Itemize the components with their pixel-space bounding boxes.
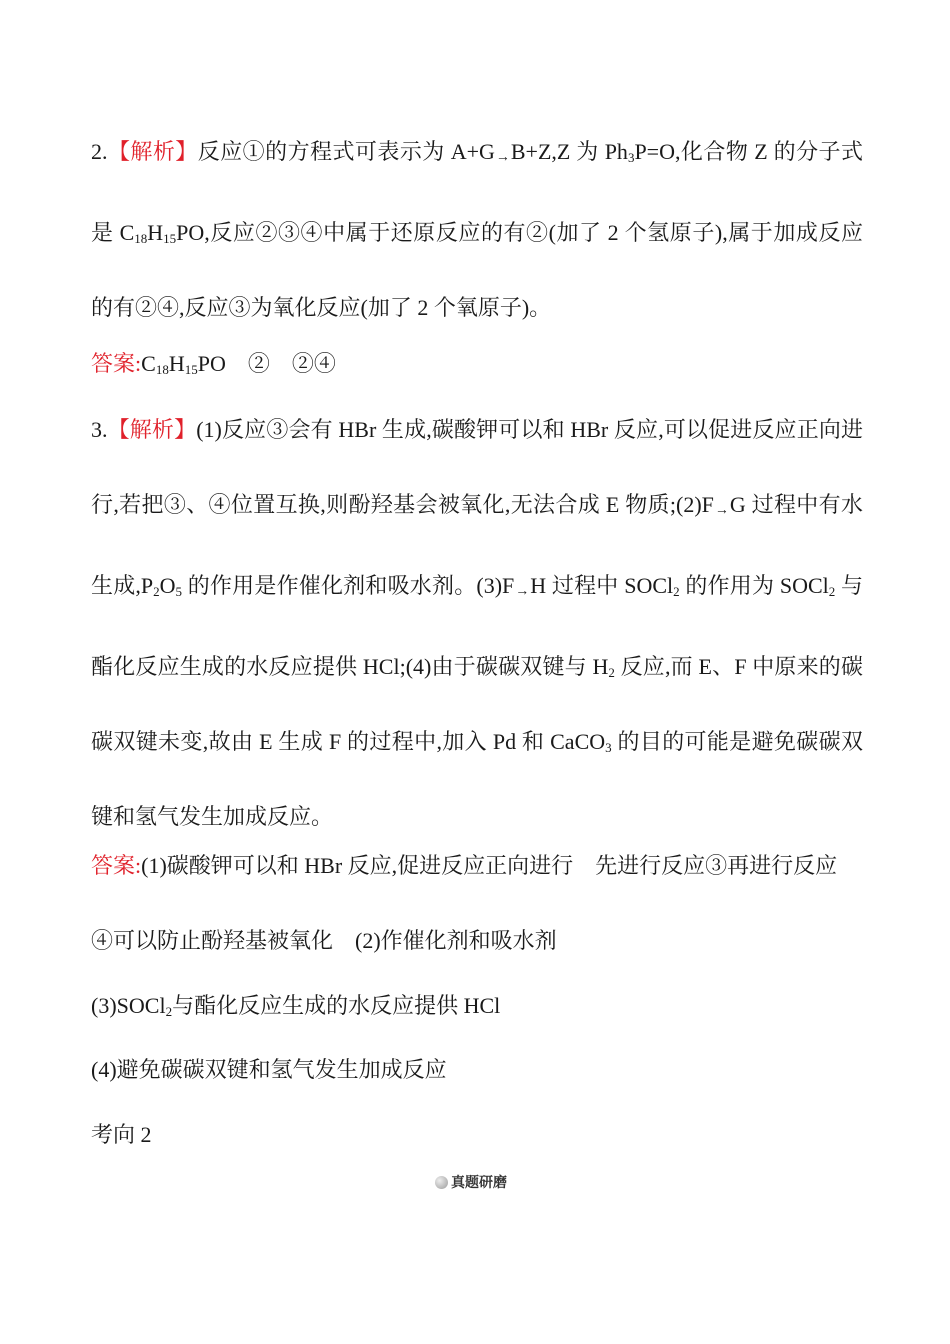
reaction-arrow: → bbox=[495, 150, 510, 165]
q2-number: 2. bbox=[91, 139, 108, 164]
answer-label: 答案: bbox=[91, 853, 142, 878]
q3-answer-line-3: (3)SOCl$_2$与酯化反应生成的水反应提供 HCl bbox=[91, 993, 501, 1019]
q3-number: 3. bbox=[91, 417, 108, 442]
badge-label: 真题研磨 bbox=[451, 1175, 507, 1191]
q3-answer-line-2: ④可以防止酚羟基被氧化 (2)作催化剂和吸水剂 bbox=[91, 928, 557, 953]
q3-answer-line-1: 答案:(1)碳酸钾可以和 HBr 反应,促进反应正向进行 先进行反应③再进行反应 bbox=[91, 853, 838, 878]
q3-analysis: 3.【解析】(1)反应③会有 HBr 生成,碳酸钾可以和 HBr 反应,可以促进反应正向进行,若把③、④位置互换,则酚羟基会被氧化,无法合成 E 物质;(2)F→G 过程中有水生成$,P_2O_5$ 的作用是作催化剂和吸水剂。(3)F→H 过程中 SOCl$_2$ 的作用为 SOCl$_2$ 与酯化反应生成的水反应提供 HCl;(4)由于碳碳双键与 $H_2$ 反应,而 E、F 中原来的碳碳双键未变,故由 E 生成 F 的过程中,加入 Pd 和 CaCO$_3$ 的目的可能是避免碳碳双键和氢气发生加成反应。 bbox=[91, 417, 863, 829]
q2-answer: 答案$:C_{18}H_{15}PO$ ② ②④ bbox=[91, 351, 336, 377]
reaction-arrow: → bbox=[515, 584, 530, 599]
section-heading: 考向 2 bbox=[91, 1122, 152, 1147]
q3-analysis-tag: 【解析】 bbox=[107, 417, 197, 442]
q2-analysis: 2.【解析】反应①的方程式可表示为 A+G→B+Z,Z 为 $Ph_3P=O$,化合物 Z 的分子式是 $C_{18}H_{15}PO$,反应②③④中属于还原反应的有②(加了 2 个氢原子),属于加成反应的有②④,反应③为氧化反应(加了 2 个氧原子)。 bbox=[91, 139, 863, 320]
section-badge bbox=[435, 1172, 507, 1192]
reaction-arrow: → bbox=[714, 503, 729, 518]
badge-bullet-icon bbox=[435, 1176, 448, 1189]
q3-answer-line-4: (4)避免碳碳双键和氢气发生加成反应 bbox=[91, 1057, 447, 1082]
q2-analysis-tag: 【解析】 bbox=[107, 139, 198, 164]
answer-label: 答案: bbox=[91, 351, 142, 376]
